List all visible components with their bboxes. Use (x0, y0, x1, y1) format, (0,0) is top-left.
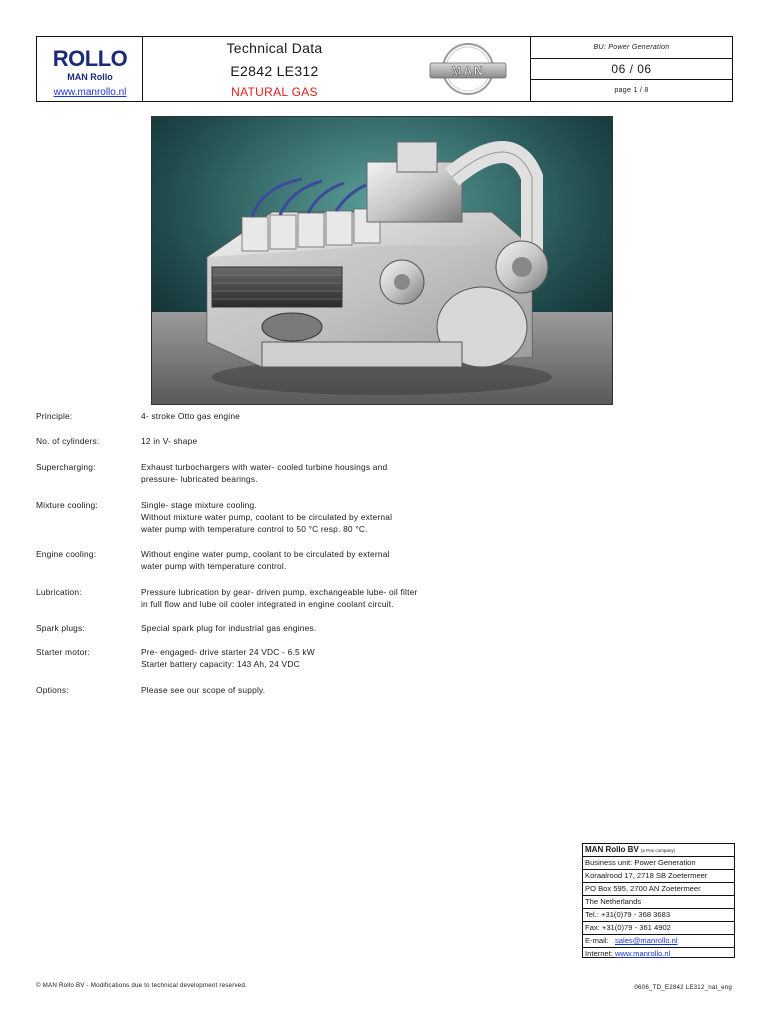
spec-label: Principle: (36, 411, 73, 421)
contact-company (583, 844, 734, 857)
company-name: MAN Rollo BV (585, 845, 639, 854)
contact-fax: Fax: +31(0)79 - 361 4902 (583, 922, 734, 935)
rollo-logo-cell (37, 37, 143, 101)
engine-model: E2842 LE312 (230, 63, 319, 79)
date-row (531, 59, 732, 81)
spec-line: Pressure lubrication by gear- driven pump, exchangeable lube- oil filter (141, 587, 418, 597)
spec-line: Please see our scope of supply. (141, 685, 266, 695)
email-link[interactable]: sales@manrollo.nl (614, 936, 678, 945)
title-cell (143, 37, 406, 101)
rollo-logo-icon (47, 46, 133, 70)
document-info-cell (531, 37, 732, 101)
spec-line: in full flow and lube oil cooler integrated in engine coolant circuit. (141, 599, 394, 609)
website-link[interactable]: www.manrollo.nl (53, 87, 127, 98)
spec-value (141, 461, 591, 485)
spec-value (141, 684, 591, 696)
spec-value (141, 586, 591, 610)
engine-photo (151, 116, 613, 405)
spec-label: Mixture cooling: (36, 500, 98, 510)
business-unit: BU: Power Generation (593, 43, 670, 51)
business-unit-row (531, 37, 732, 59)
spec-line: Without mixture water pump, coolant to be circulated by external (141, 512, 393, 522)
contact-business-unit: Business unit: Power Generation (583, 857, 734, 870)
spec-value (141, 646, 591, 670)
spec-label: Engine cooling: (36, 549, 97, 559)
issue-date: 06 / 06 (611, 62, 652, 76)
logo-subtitle: MAN Rollo (67, 72, 113, 82)
spec-label: Spark plugs: (36, 623, 85, 633)
spec-line: Exhaust turbochargers with water- cooled turbine housings and (141, 462, 388, 472)
email-label: E-mail: (585, 936, 609, 945)
spec-line: Special spark plug for industrial gas engines. (141, 623, 317, 633)
spec-value (141, 548, 591, 572)
contact-country: The Netherlands (583, 896, 734, 909)
svg-text:ROLLO: ROLLO (52, 46, 128, 70)
internet-link[interactable]: www.manrollo.nl (615, 949, 671, 958)
spec-line: 4- stroke Otto gas engine (141, 411, 241, 421)
company-note: (a Pon company) (640, 848, 676, 853)
document-code: 0606_TD_E2842 LE312_nat_eng (634, 984, 732, 991)
header-box (36, 36, 733, 102)
spec-label: Options: (36, 685, 69, 695)
spec-label: Starter motor: (36, 647, 90, 657)
spec-line: Starter battery capacity: 143 Ah, 24 VDC (141, 659, 300, 669)
spec-line: pressure- lubricated bearings. (141, 474, 258, 484)
fuel-type: NATURAL GAS (231, 85, 318, 99)
spec-line: 12 in V- shape (141, 436, 198, 446)
engine-image-icon (152, 117, 612, 404)
internet-label: Internet: (585, 949, 613, 958)
copyright-notice: © MAN Rollo BV - Modifications due to technical development reserved. (36, 982, 247, 989)
spec-line: Pre- engaged- drive starter 24 VDC - 6.5 kW (141, 647, 315, 657)
spec-value (141, 410, 591, 422)
spec-value (141, 499, 591, 535)
contact-email (583, 935, 734, 948)
spec-line: water pump with temperature control. (141, 561, 287, 571)
man-logo-cell (406, 37, 531, 101)
spec-value (141, 435, 591, 447)
page-number: page 1 / 8 (614, 87, 649, 95)
page-row (531, 80, 732, 101)
contact-internet (583, 948, 734, 960)
spec-label: Lubrication: (36, 587, 82, 597)
contact-address1: Koraalrood 17, 2718 SB Zoetermeer (583, 870, 734, 883)
contact-tel: Tel.: +31(0)79 - 368 3683 (583, 909, 734, 922)
man-logo-icon (428, 41, 508, 97)
page-title: Technical Data (226, 40, 323, 56)
spec-label: Supercharging: (36, 462, 96, 472)
svg-text:MAN: MAN (451, 64, 485, 78)
contact-box (582, 843, 735, 958)
spec-line: Without engine water pump, coolant to be circulated by external (141, 549, 390, 559)
contact-address2: PO Box 595, 2700 AN Zoetermeer (583, 883, 734, 896)
spec-line: Single- stage mixture cooling. (141, 500, 257, 510)
spec-value (141, 622, 591, 634)
spec-label: No. of cylinders: (36, 436, 100, 446)
spec-line: water pump with temperature control to 50 °C resp. 80 °C. (141, 524, 368, 534)
